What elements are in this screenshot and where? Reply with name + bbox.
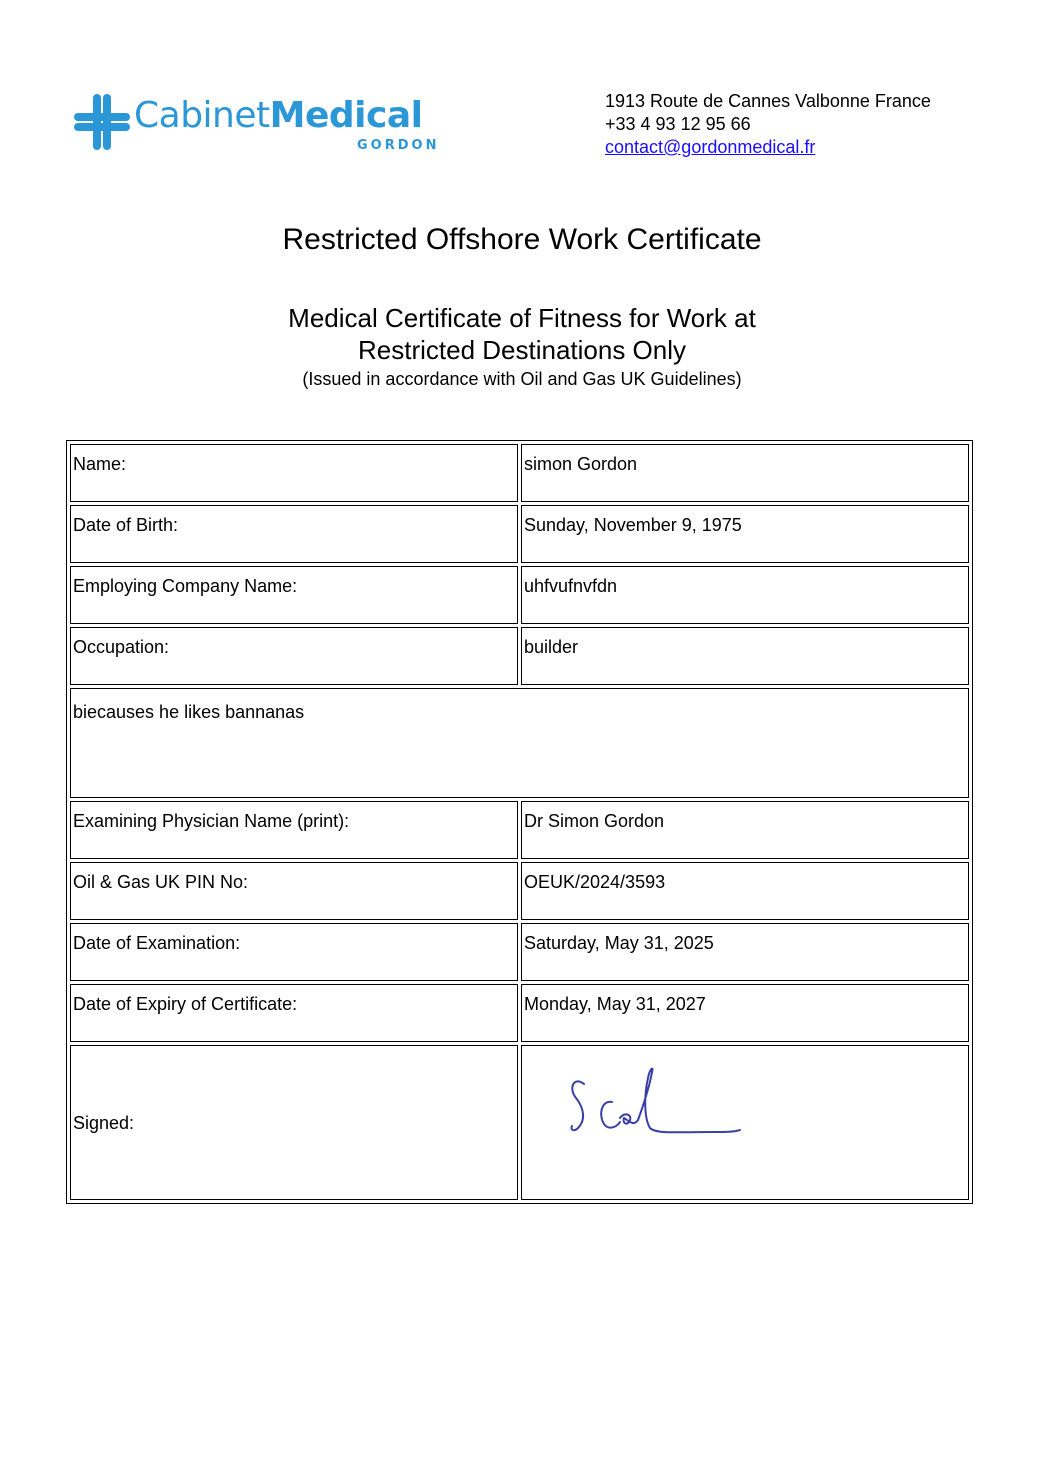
field-value-expiry-date: Monday, May 31, 2027 (521, 984, 969, 1042)
field-value-pin: OEUK/2024/3593 (521, 862, 969, 920)
field-label-company: Employing Company Name: (70, 566, 518, 624)
field-label-exam-date: Date of Examination: (70, 923, 518, 981)
notes-cell: biecauses he likes bannanas (70, 688, 969, 798)
document-subtitle (0, 302, 1044, 366)
logo-name-light: Cabinet (134, 95, 270, 136)
address-phone: +33 4 93 12 95 66 (605, 114, 751, 134)
document-title: Restricted Offshore Work Certificate (282, 223, 762, 256)
subtitle-line-1: Medical Certificate of Fitness for Work at (288, 303, 756, 333)
table-row (70, 688, 969, 798)
field-label-signed: Signed: (70, 1045, 518, 1200)
address-street: 1913 Route de Cannes Valbonne France (605, 91, 931, 111)
clinic-address (605, 90, 931, 159)
logo-wordmark (134, 96, 422, 136)
field-label-physician: Examining Physician Name (print): (70, 801, 518, 859)
signature-cell (521, 1045, 969, 1200)
field-label-occupation: Occupation: (70, 627, 518, 685)
logo-subtitle: GORDON (357, 138, 440, 153)
clinic-logo (72, 92, 452, 156)
handwritten-signature (564, 1062, 764, 1152)
field-label-dob: Date of Birth: (70, 505, 518, 563)
table-row (70, 801, 969, 859)
table-row (70, 862, 969, 920)
field-value-company: uhfvufnvfdn (521, 566, 969, 624)
field-label-expiry-date: Date of Expiry of Certificate: (70, 984, 518, 1042)
field-value-physician: Dr Simon Gordon (521, 801, 969, 859)
table-row (70, 566, 969, 624)
field-value-dob: Sunday, November 9, 1975 (521, 505, 969, 563)
logo-name-bold: Medical (269, 95, 423, 136)
email-link[interactable]: contact@gordonmedical.fr (605, 137, 816, 157)
field-value-occupation: builder (521, 627, 969, 685)
table-row (70, 923, 969, 981)
certificate-table (66, 440, 973, 1204)
table-row (70, 505, 969, 563)
table-row (70, 984, 969, 1042)
table-row (70, 627, 969, 685)
subtitle-line-2: Restricted Destinations Only (357, 335, 687, 365)
field-label-name: Name: (70, 444, 518, 502)
field-value-name: simon Gordon (521, 444, 969, 502)
table-row (70, 444, 969, 502)
field-value-exam-date: Saturday, May 31, 2025 (521, 923, 969, 981)
medical-cross-icon (72, 92, 132, 152)
field-label-pin: Oil & Gas UK PIN No: (70, 862, 518, 920)
table-row (70, 1045, 969, 1200)
issued-note: (Issued in accordance with Oil and Gas UK Guidelines) (302, 369, 742, 389)
